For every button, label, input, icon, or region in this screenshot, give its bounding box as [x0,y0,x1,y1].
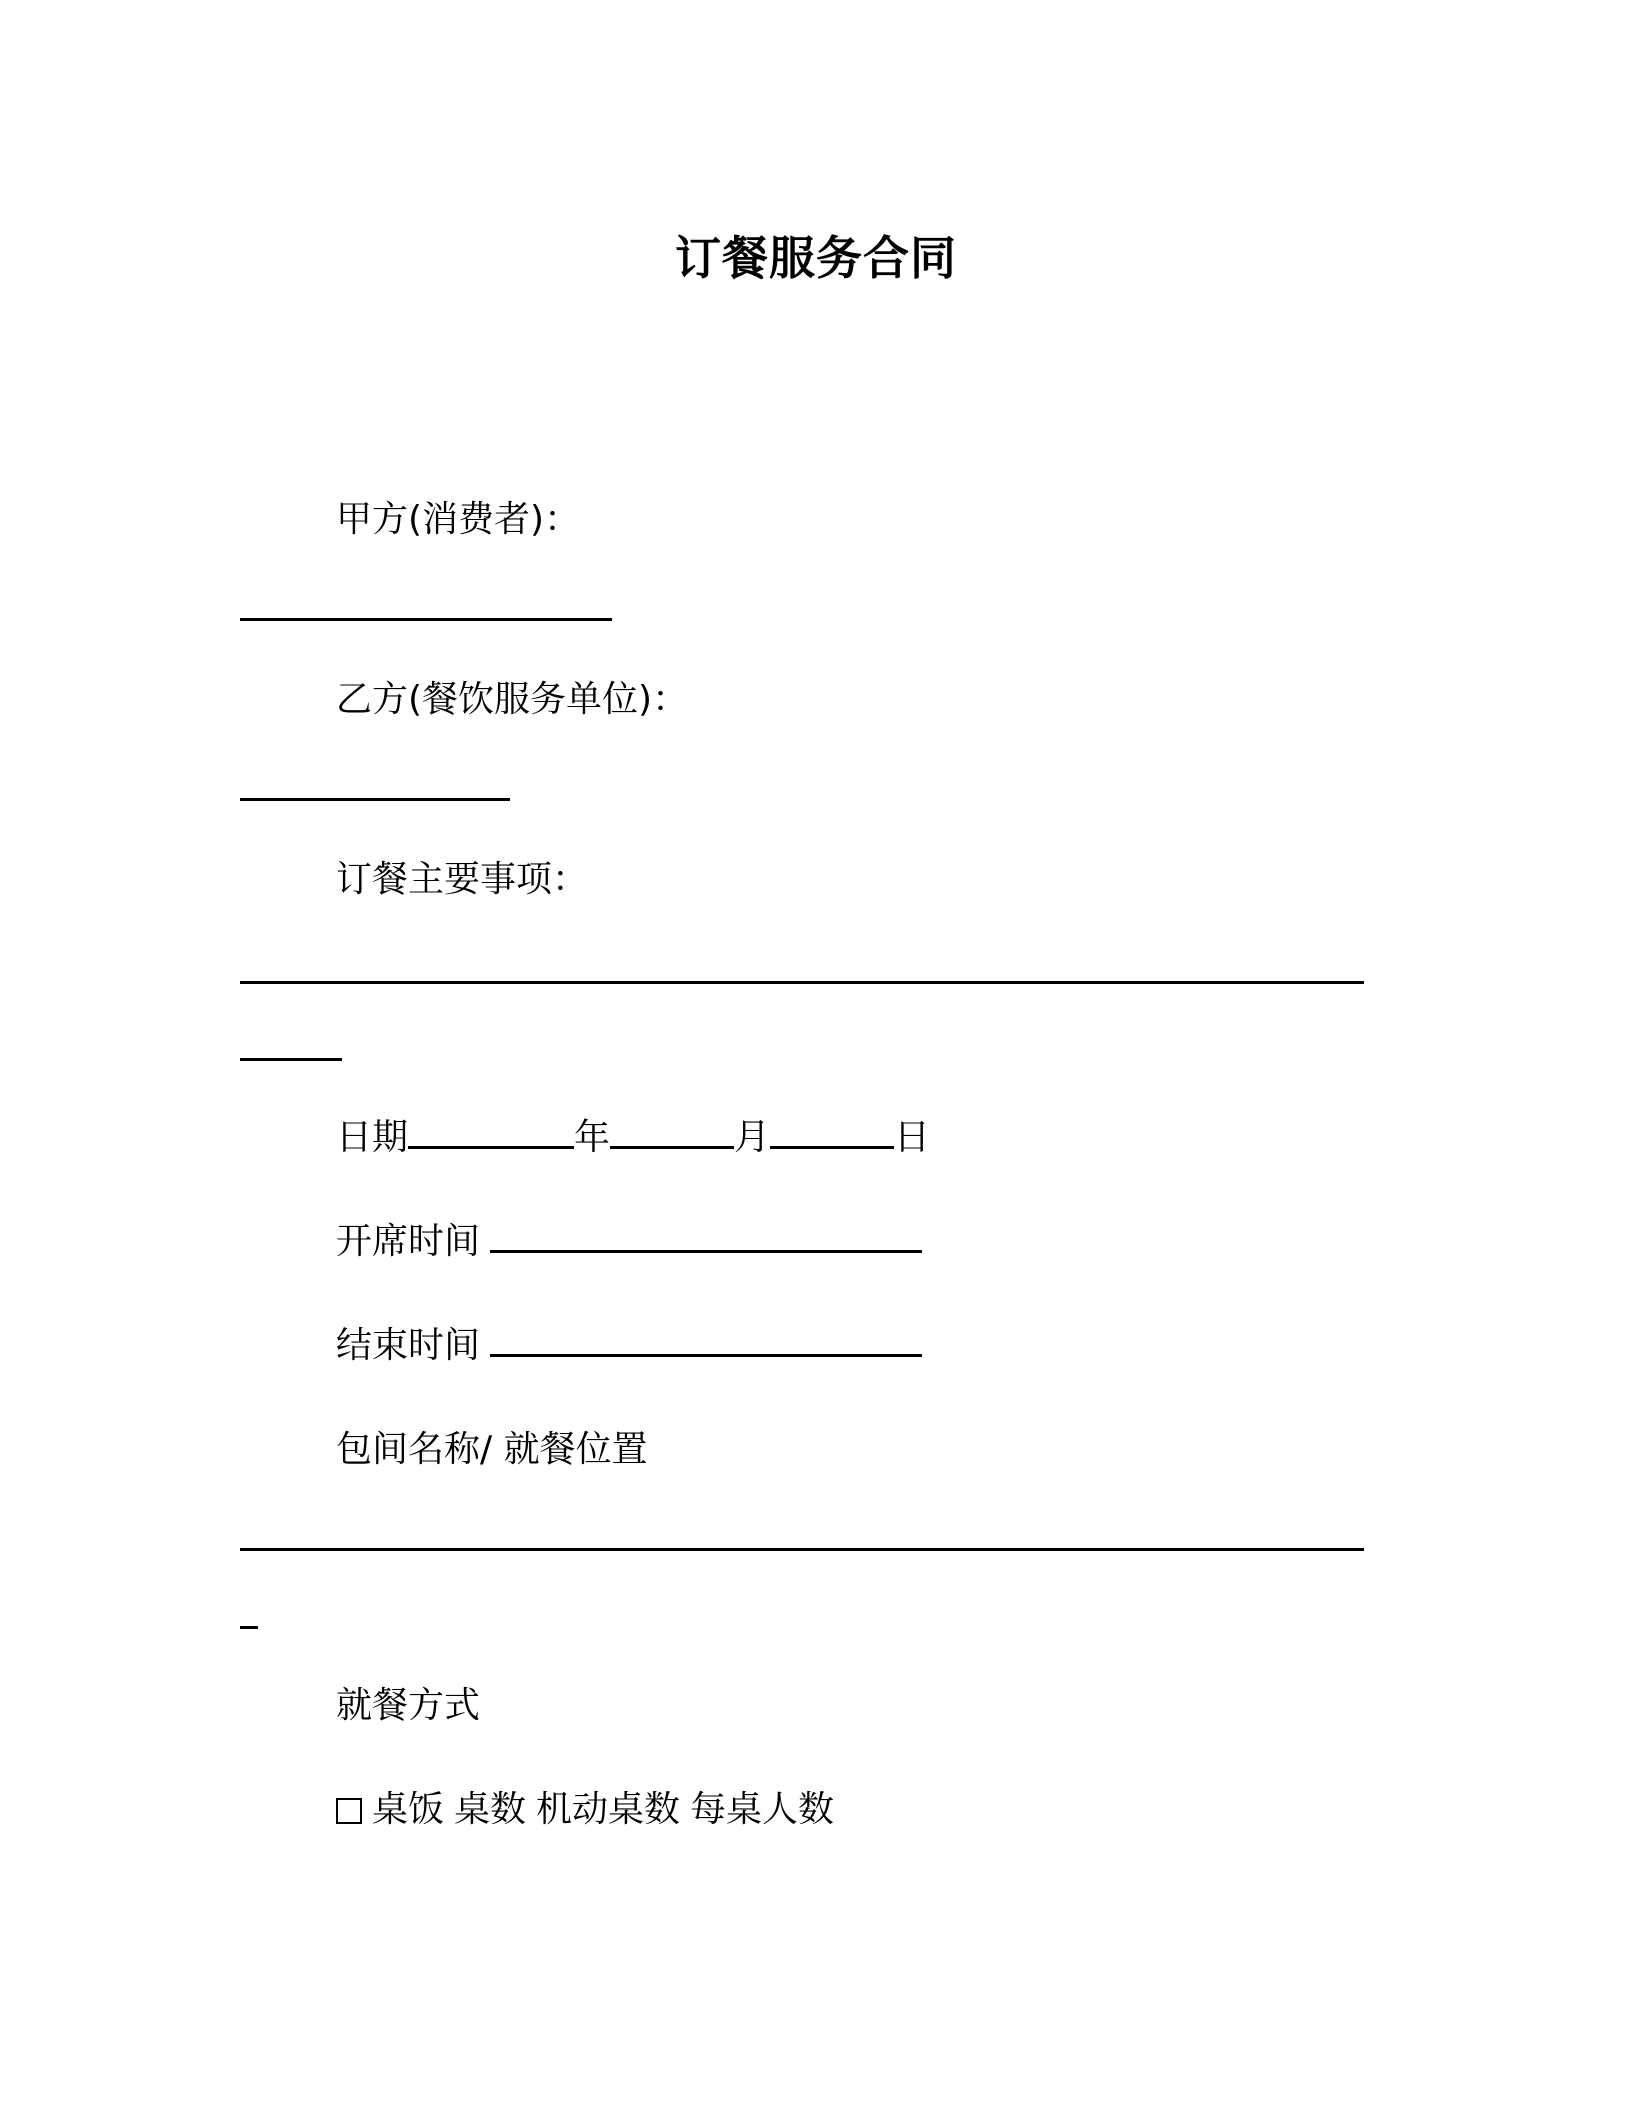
start-time-row [336,1218,922,1266]
date-row [336,1114,930,1162]
party-b-label: 乙方(餐饮服务单位)： [336,679,689,720]
start-time-label: 开席时间 [336,1221,481,1262]
party-b-blank[interactable] [240,798,510,801]
flex-table-count-label: 机动桌数 [536,1789,681,1830]
date-year-unit: 年 [574,1117,611,1158]
end-time-label: 结束时间 [336,1325,481,1366]
room-label: 包间名称/ 就餐位置 [336,1429,648,1470]
date-month-unit: 月 [734,1117,771,1158]
main-items-label: 订餐主要事项： [336,859,589,900]
date-month-blank[interactable] [610,1114,734,1149]
end-time-row [336,1322,922,1370]
date-day-blank[interactable] [770,1114,894,1149]
table-meal-label: 桌饭 [372,1789,445,1830]
table-meal-row [336,1786,834,1834]
date-year-blank[interactable] [408,1114,574,1149]
room-blank-line-2[interactable] [240,1626,258,1629]
per-table-people-label: 每桌人数 [690,1789,835,1830]
date-label: 日期 [336,1117,409,1158]
start-time-blank[interactable] [490,1218,922,1253]
party-a-blank[interactable] [240,618,612,621]
room-blank-line-1[interactable] [240,1548,1364,1551]
document-title: 订餐服务合同 [675,231,957,285]
main-items-blank-line-2[interactable] [240,1058,342,1061]
main-items-blank-line-1[interactable] [240,981,1364,984]
party-a-label: 甲方(消费者)： [336,499,581,540]
date-day-unit: 日 [894,1117,931,1158]
table-count-label: 桌数 [454,1789,527,1830]
end-time-blank[interactable] [490,1322,922,1357]
dining-method-label: 就餐方式 [336,1685,481,1726]
table-meal-checkbox[interactable] [336,1798,362,1824]
